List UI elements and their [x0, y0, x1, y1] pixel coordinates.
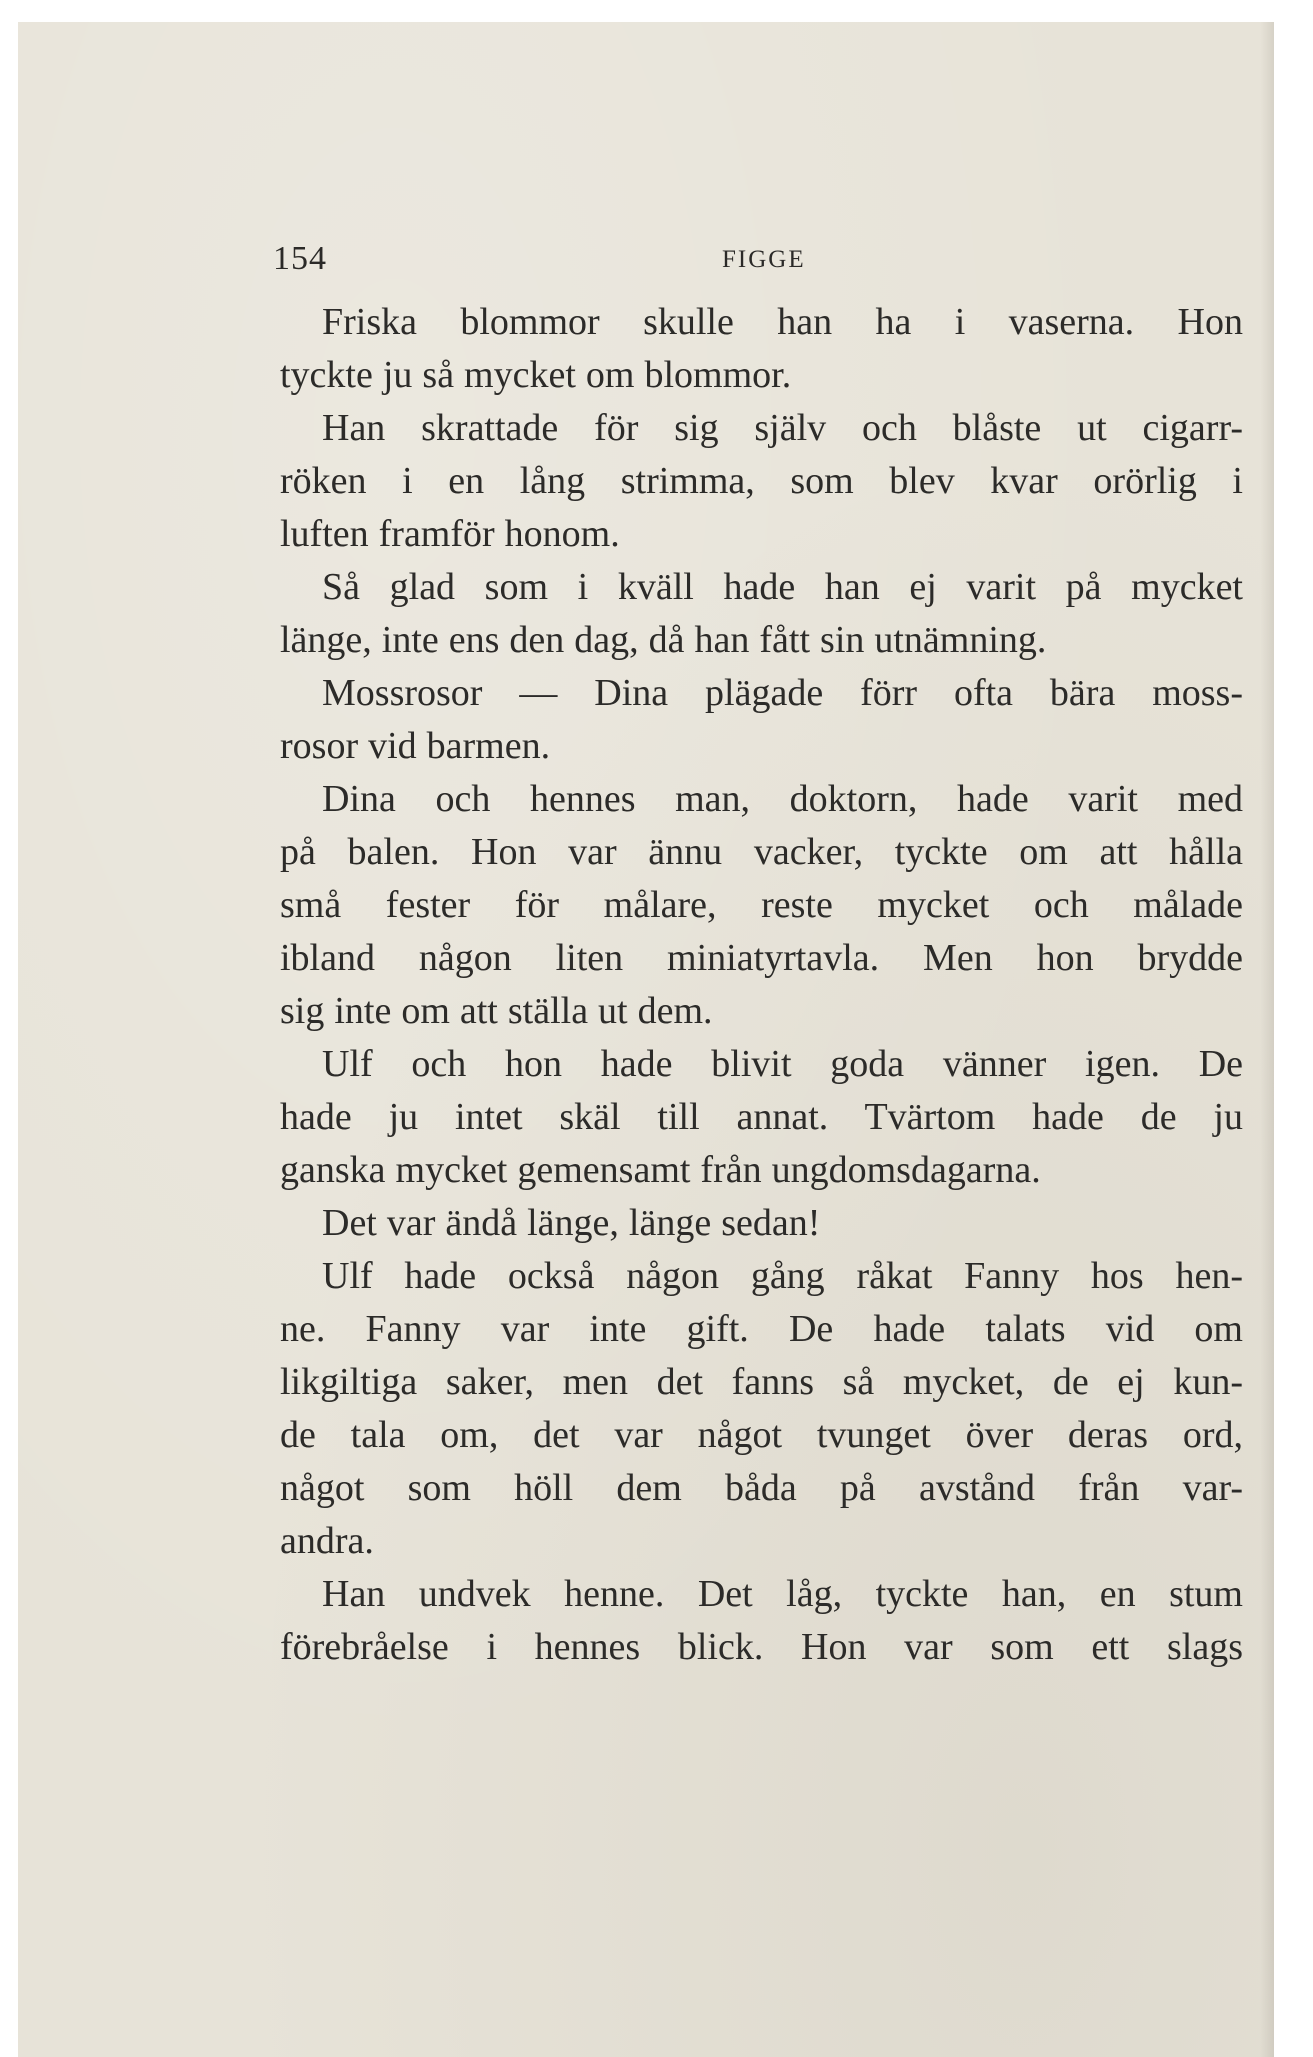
text-line: små fester för målare, reste mycket och målade — [280, 884, 1243, 926]
text-line: luften framför honom. — [280, 513, 620, 555]
text-line: de tala om, det var något tvunget över deras ord, — [280, 1414, 1243, 1456]
text-line: hade ju intet skäl till annat. Tvärtom hade de ju — [280, 1096, 1243, 1138]
text-line: Friska blommor skulle han ha i vaserna. Hon — [322, 301, 1243, 343]
text-line: Ulf hade också någon gång råkat Fanny hos hen- — [322, 1255, 1243, 1297]
text-line: likgiltiga saker, men det fanns så mycket, de ej kun- — [280, 1361, 1243, 1403]
page-number: 154 — [273, 240, 327, 277]
text-line: rosor vid barmen. — [280, 725, 551, 767]
text-line: Mossrosor — Dina plägade förr ofta bära moss- — [322, 672, 1243, 714]
text-line: Dina och hennes man, doktorn, hade varit med — [322, 778, 1243, 820]
text-line: på balen. Hon var ännu vacker, tyckte om att hålla — [280, 831, 1243, 873]
text-line: röken i en lång strimma, som blev kvar orörlig i — [280, 460, 1243, 502]
text-line: tyckte ju så mycket om blommor. — [280, 354, 792, 396]
text-line: ibland någon liten miniatyrtavla. Men hon brydde — [280, 937, 1243, 979]
text-line: Han undvek henne. Det låg, tyckte han, en stum — [322, 1573, 1243, 1615]
book-page — [18, 22, 1274, 2057]
text-line: Så glad som i kväll hade han ej varit på mycket — [322, 566, 1243, 608]
body-text — [280, 296, 1243, 1674]
text-line: andra. — [280, 1520, 374, 1562]
text-line: förebråelse i hennes blick. Hon var som ett slags — [280, 1626, 1243, 1668]
text-line: Ulf och hon hade blivit goda vänner igen. De — [322, 1043, 1243, 1085]
text-line: ne. Fanny var inte gift. De hade talats vid om — [280, 1308, 1243, 1350]
text-line: Det var ändå länge, länge sedan! — [322, 1202, 821, 1244]
page-header — [18, 218, 1274, 277]
text-line: något som höll dem båda på avstånd från var- — [280, 1467, 1243, 1509]
text-line: länge, inte ens den dag, då han fått sin utnämning. — [280, 619, 1047, 661]
text-line: sig inte om att ställa ut dem. — [280, 990, 713, 1032]
running-head: FIGGE — [722, 246, 806, 273]
text-line: ganska mycket gemensamt från ungdomsdagarna. — [280, 1149, 1041, 1191]
text-line: Han skrattade för sig själv och blåste ut cigarr- — [322, 407, 1243, 449]
